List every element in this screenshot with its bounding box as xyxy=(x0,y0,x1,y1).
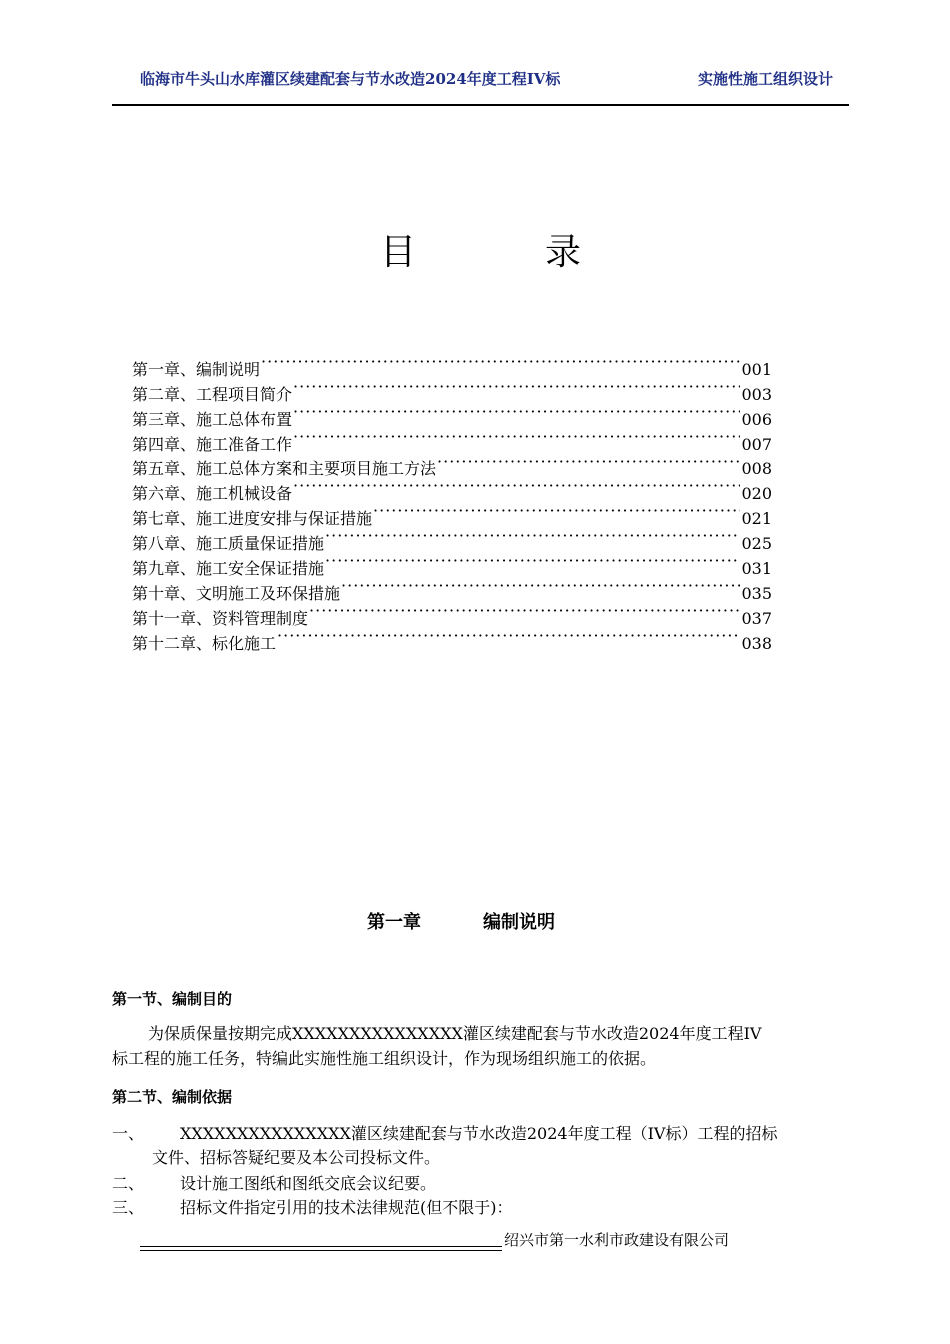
toc-entry-page: 020 xyxy=(741,484,772,504)
toc-entry-page: 003 xyxy=(741,384,772,404)
toc-leader-dots xyxy=(293,400,740,425)
toc-entry-label: 第七章、施工进度安排与保证措施 xyxy=(132,509,373,529)
list-item-text-line-1: 设计施工图纸和图纸交底会议纪要。 xyxy=(180,1174,437,1193)
toc-title-char-1: 目 xyxy=(380,232,417,273)
list-item-text-line-1: 招标文件指定引用的技术法律规范(但不限于)： xyxy=(180,1198,513,1217)
toc-entry-label: 第十章、文明施工及环保措施 xyxy=(132,583,341,603)
section-heading-purpose: 第一节、编制目的 xyxy=(112,990,233,1008)
toc-leader-dots xyxy=(437,450,740,475)
toc-list xyxy=(132,350,772,653)
list-item-text-line-2: 文件、招标答疑纪要及本公司投标文件。 xyxy=(152,1148,441,1167)
toc-title-char-2: 录 xyxy=(545,232,582,273)
toc-leader-dots xyxy=(261,350,740,375)
toc-leader-dots xyxy=(373,499,740,524)
toc-entry-label: 第九章、施工安全保证措施 xyxy=(132,559,325,579)
toc-entry-page: 031 xyxy=(741,559,772,579)
toc-entry-label: 第六章、施工机械设备 xyxy=(132,484,293,504)
toc-leader-dots xyxy=(341,574,740,599)
toc-entry[interactable] xyxy=(132,350,772,379)
toc-entry-label: 第三章、施工总体布置 xyxy=(132,409,293,429)
toc-entry-label: 第二章、工程项目简介 xyxy=(132,384,293,404)
toc-entry-page: 001 xyxy=(741,359,772,379)
footer-company: 绍兴市第一水利市政建设有限公司 xyxy=(504,1231,730,1249)
toc-entry-label: 第十一章、资料管理制度 xyxy=(132,608,309,628)
chapter-number: 第一章 xyxy=(367,912,421,933)
header-rule xyxy=(112,104,849,106)
toc-leader-dots xyxy=(293,474,740,499)
list-item xyxy=(112,1122,849,1170)
footer-rule xyxy=(140,1246,502,1251)
toc-leader-dots xyxy=(325,524,740,549)
paragraph-purpose-line-2: 标工程的施工任务，特编此实施性施工组织设计，作为现场组织施工的依据。 xyxy=(112,1049,657,1068)
toc-leader-dots xyxy=(325,549,740,574)
toc-entry-page: 007 xyxy=(741,434,772,454)
toc-entry-page: 008 xyxy=(741,459,772,479)
toc-leader-dots xyxy=(277,624,740,649)
toc-entry-label: 第一章、编制说明 xyxy=(132,359,261,379)
toc-entry-page: 038 xyxy=(741,633,772,653)
toc-entry-page: 025 xyxy=(741,534,772,554)
chapter-title xyxy=(0,908,950,938)
toc-entry-label: 第十二章、标化施工 xyxy=(132,633,277,653)
toc-entry-page: 021 xyxy=(741,509,772,529)
header-project-title: 临海市牛头山水库灌区续建配套与节水改造2024年度工程IV标 xyxy=(140,70,561,88)
list-item-number: 一、 xyxy=(112,1124,145,1143)
toc-entry-page: 035 xyxy=(741,583,772,603)
toc-entry-label: 第八章、施工质量保证措施 xyxy=(132,534,325,554)
toc-entry-label: 第四章、施工准备工作 xyxy=(132,434,293,454)
chapter-name: 编制说明 xyxy=(483,912,555,933)
toc-leader-dots xyxy=(293,375,740,400)
toc-leader-dots xyxy=(309,599,740,624)
toc-title xyxy=(0,228,950,278)
list-item-number: 三、 xyxy=(112,1198,145,1217)
toc-entry-label: 第五章、施工总体方案和主要项目施工方法 xyxy=(132,459,437,479)
toc-entry-page: 037 xyxy=(741,608,772,628)
list-item xyxy=(112,1172,849,1196)
toc-leader-dots xyxy=(293,425,740,450)
list-item-number: 二、 xyxy=(112,1174,145,1193)
paragraph-purpose-line-1: 为保质保量按期完成XXXXXXXXXXXXXXX灌区续建配套与节水改造2024年度工程IV xyxy=(148,1024,762,1043)
toc-entry-page: 006 xyxy=(741,409,772,429)
section-heading-basis: 第二节、编制依据 xyxy=(112,1088,233,1106)
header-doc-type: 实施性施工组织设计 xyxy=(698,70,834,88)
list-item-text-line-1: XXXXXXXXXXXXXXX灌区续建配套与节水改造2024年度工程（IV标）工程的招标 xyxy=(180,1124,778,1143)
list-item xyxy=(112,1196,849,1220)
